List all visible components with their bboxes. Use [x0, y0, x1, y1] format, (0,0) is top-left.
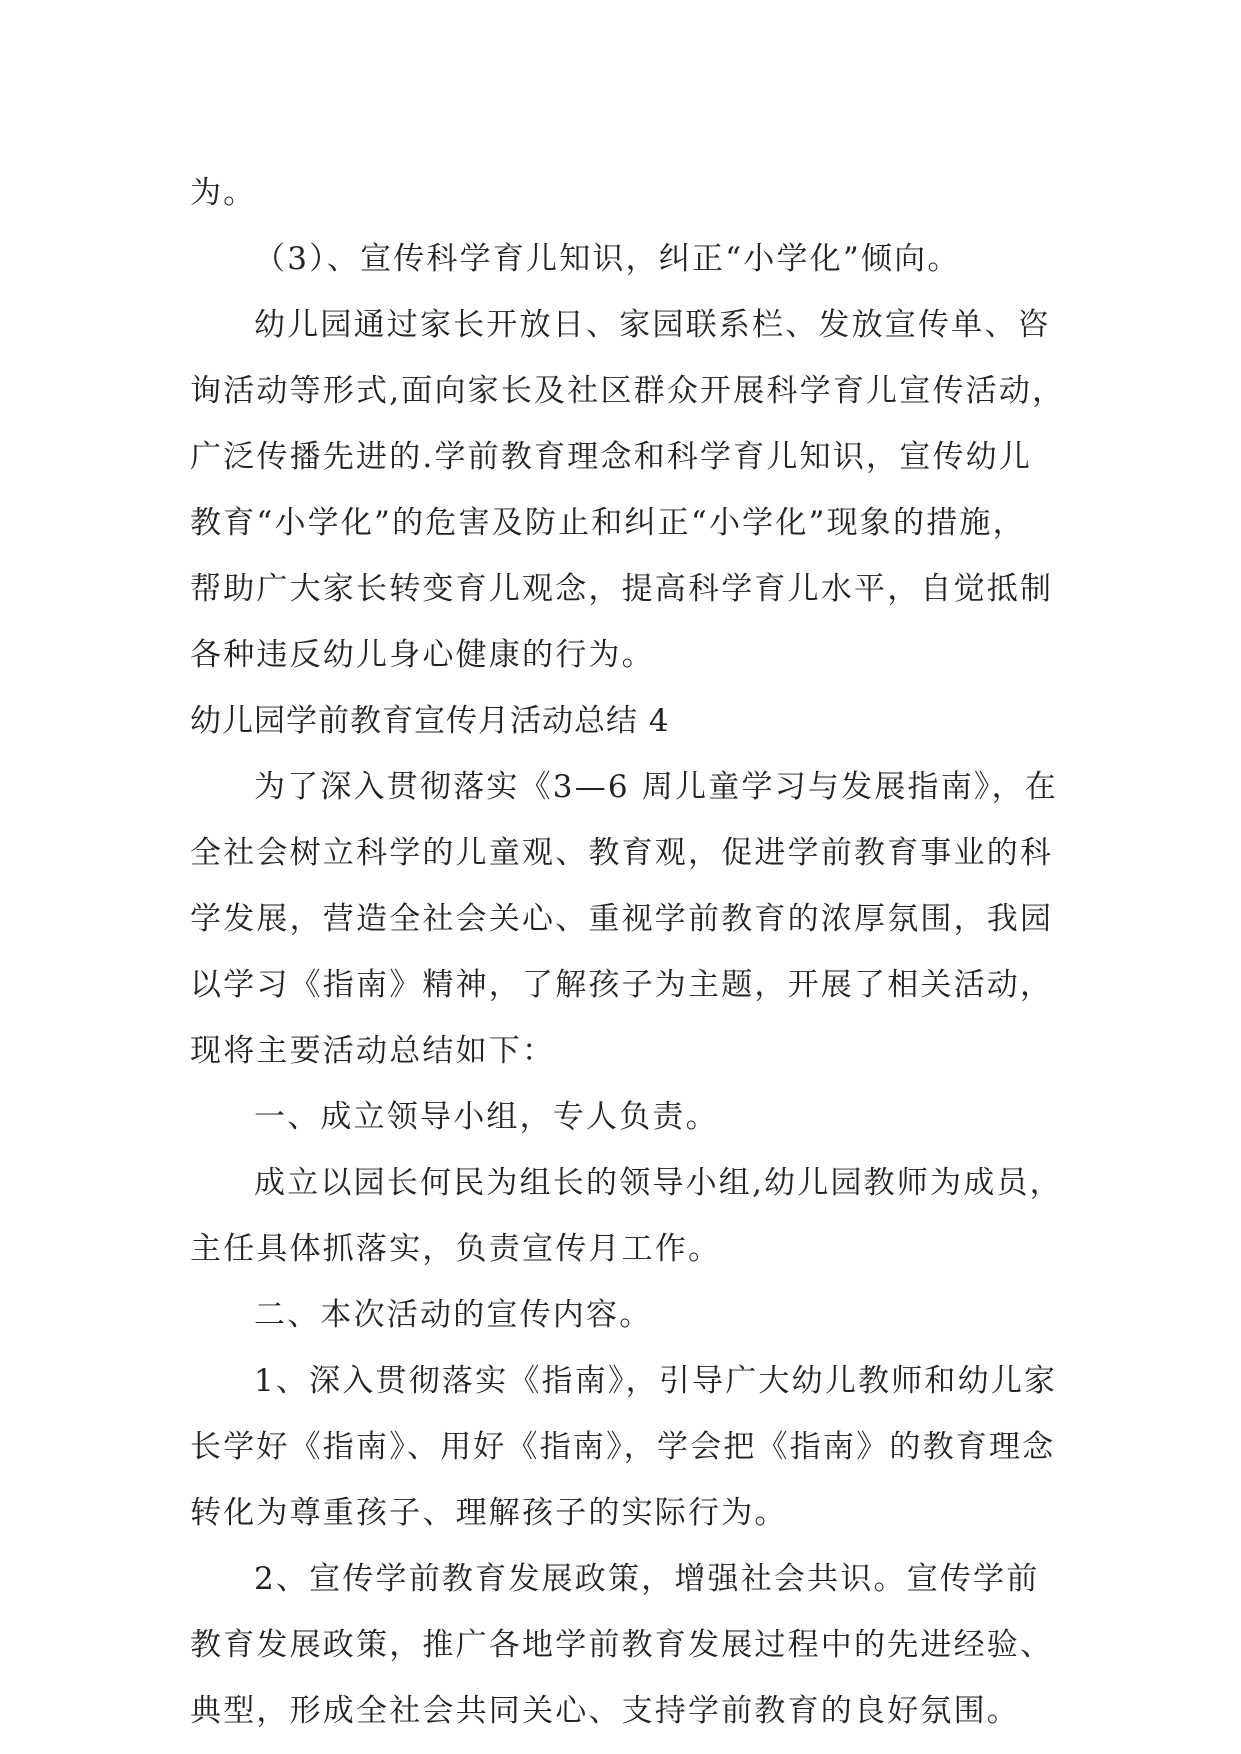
text-line: 主任具体抓落实，负责宣传月工作。	[190, 1231, 722, 1267]
text-line: 现将主要活动总结如下：	[190, 1033, 556, 1069]
text-line: 教育“小学化”的危害及防止和纠正“小学化”现象的措施，	[190, 505, 1026, 541]
text-line: 转化为尊重孩子、理解孩子的实际行为。	[190, 1495, 788, 1531]
text-line: 各种违反幼儿身心健康的行为。	[190, 637, 655, 673]
text-line: 全社会树立科学的儿童观、教育观，促进学前教育事业的科	[190, 835, 1054, 871]
text-line: 2、宣传学前教育发展政策，增强社会共识。宣传学前	[254, 1561, 1040, 1597]
text-line: （3）、宣传科学育儿知识，纠正“小学化”倾向。	[254, 241, 961, 277]
text-line: 帮助广大家长转变育儿观念，提高科学育儿水平，自觉抵制	[190, 571, 1054, 607]
text-line: 为。	[190, 175, 257, 211]
text-line: 为了深入贯彻落实《3—6 周儿童学习与发展指南》，在	[254, 769, 1058, 805]
text-line: 典型，形成全社会共同关心、支持学前教育的良好氛围。	[190, 1693, 1020, 1729]
text-line: 广泛传播先进的.学前教育理念和科学育儿知识，宣传幼儿	[190, 439, 1033, 475]
text-line: 学发展，营造全社会关心、重视学前教育的浓厚氛围，我园	[190, 901, 1054, 937]
text-line: 1、深入贯彻落实《指南》，引导广大幼儿教师和幼儿家	[254, 1363, 1058, 1399]
text-line: 成立以园长何民为组长的领导小组,幼儿园教师为成员，	[254, 1165, 1063, 1201]
text-line: 二、本次活动的宣传内容。	[254, 1297, 653, 1333]
text-line: 以学习《指南》精神，了解孩子为主题，开展了相关活动，	[190, 967, 1054, 1003]
text-line: 一、成立领导小组，专人负责。	[254, 1099, 719, 1135]
document-page	[190, 160, 1066, 1744]
text-line: 幼儿园通过家长开放日、家园联系栏、发放宣传单、咨	[254, 307, 1051, 343]
text-line: 长学好《指南》、用好《指南》，学会把《指南》的教育理念	[190, 1429, 1056, 1465]
text-line: 教育发展政策，推广各地学前教育发展过程中的先进经验、	[190, 1627, 1054, 1663]
section-heading: 幼儿园学前教育宣传月活动总结 4	[190, 703, 670, 739]
text-line: 询活动等形式,面向家长及社区群众开展科学育儿宣传活动，	[190, 373, 1066, 409]
